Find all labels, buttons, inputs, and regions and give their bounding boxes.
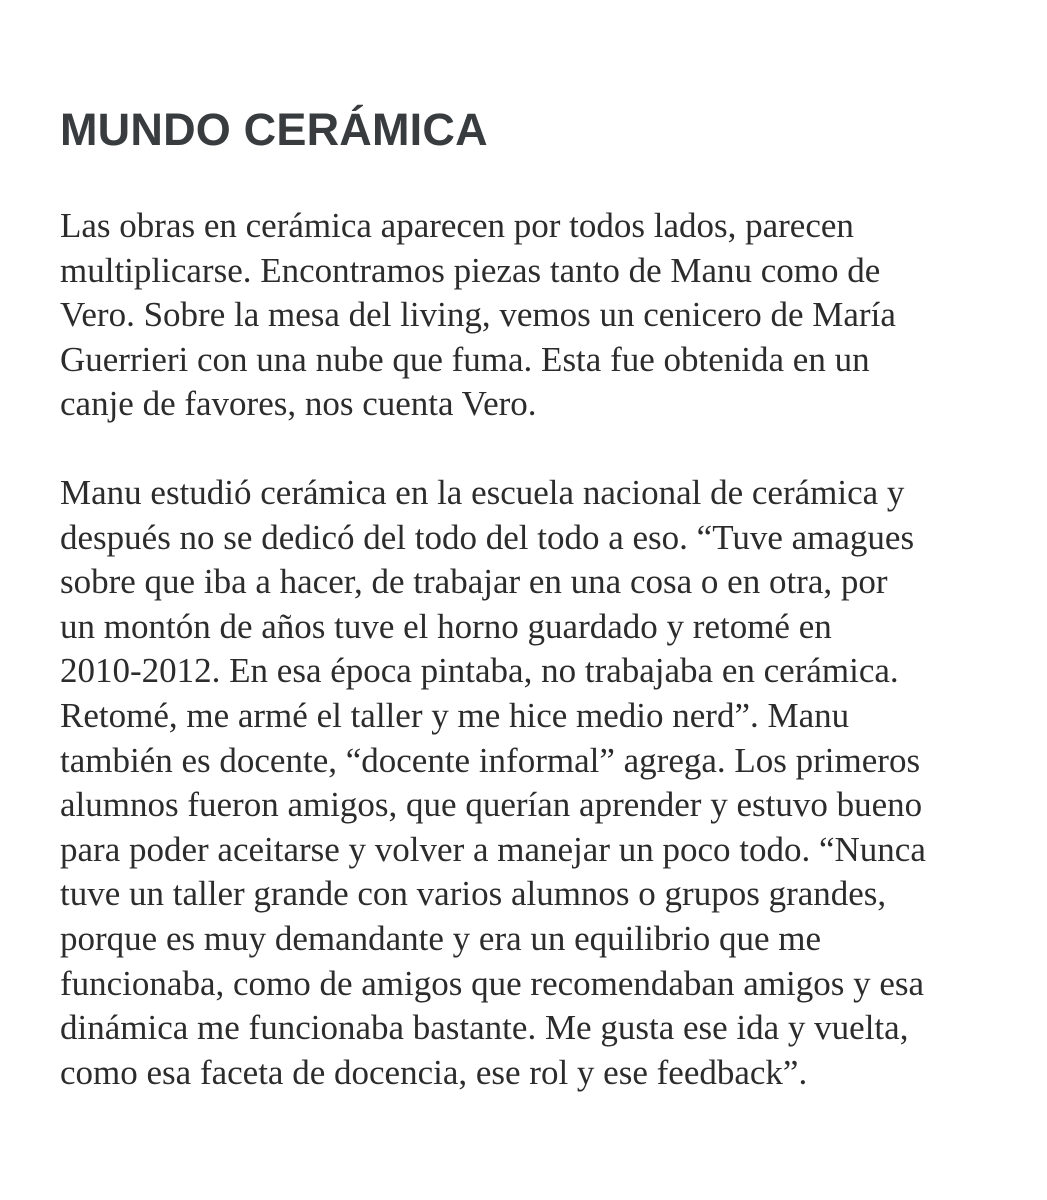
- text-line: canje de favores, nos cuenta Vero.: [60, 384, 537, 424]
- article-title: MUNDO CERÁMICA: [60, 104, 488, 155]
- text-line: tuve un taller grande con varios alumnos o grupos grandes,: [60, 874, 887, 914]
- text-line: 2010-2012. En esa época pintaba, no trabajaba en cerámica.: [60, 651, 899, 691]
- text-line: alumnos fueron amigos, que querían aprender y estuvo bueno: [60, 785, 923, 825]
- text-line: un montón de años tuve el horno guardado y retomé en: [60, 606, 832, 646]
- text-line: Las obras en cerámica aparecen por todos lados, parecen: [60, 206, 854, 245]
- text-line: después no se dedicó del todo del todo a eso. “Tuve amagues: [60, 517, 915, 557]
- text-line: funcionaba, como de amigos que recomendaban amigos y esa: [60, 963, 925, 1003]
- text-line: multiplicarse. Encontramos piezas tanto de Manu como de: [60, 250, 881, 290]
- paragraph-1: [60, 204, 1020, 427]
- text-line: como esa faceta de docencia, ese rol y ese feedback”.: [60, 1052, 808, 1092]
- text-line: Retomé, me armé el taller y me hice medio nerd”. Manu: [60, 695, 850, 735]
- text-line: Manu estudió cerámica en la escuela nacional de cerámica y: [60, 472, 905, 512]
- text-line: porque es muy demandante y era un equilibrio que me: [60, 918, 822, 958]
- text-line: Guerrieri con una nube que fuma. Esta fue obtenida en un: [60, 339, 870, 379]
- text-line: dinámica me funcionaba bastante. Me gusta ese ida y vuelta,: [60, 1008, 909, 1048]
- text-line: Vero. Sobre la mesa del living, vemos un cenicero de María: [60, 295, 896, 335]
- text-line: sobre que iba a hacer, de trabajar en una cosa o en otra, por: [60, 562, 888, 602]
- article: [60, 103, 1020, 1095]
- paragraph-2: [60, 471, 1020, 1095]
- text-line: también es docente, “docente informal” agrega. Los primeros: [60, 740, 921, 780]
- text-line: para poder aceitarse y volver a manejar un poco todo. “Nunca: [60, 829, 926, 869]
